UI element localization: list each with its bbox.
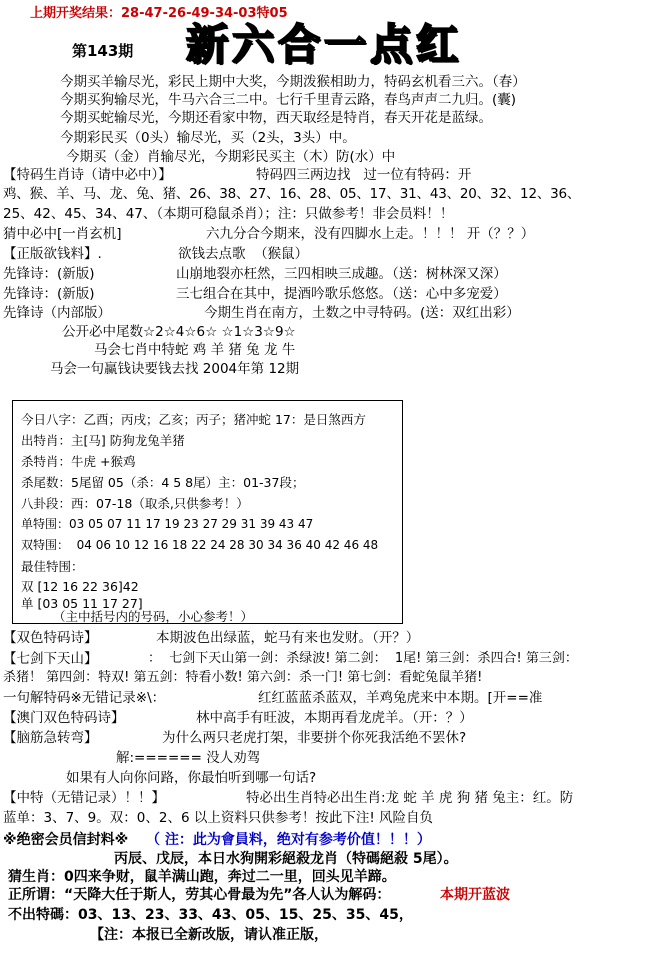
tema-numbers: 25、42、45、34、47、（本期可稳鼠杀肖）；注：只做参考！非会员料！！: [3, 206, 454, 222]
analysis-box: [12, 400, 403, 624]
riddle-question: 为什么两只老虎打架，非要拼个你死我活绝不罢休?: [162, 730, 467, 746]
footer-note: 【注：本报已全新改版，请认准正版，: [90, 927, 328, 943]
section-text: 特必出生肖特必出生肖:龙 蛇 羊 虎 狗 猪 兔主：红。防: [246, 790, 574, 806]
guess-zodiac: 猜生肖：0四来争财，鼠羊满山跑，奔过二一里，回头见羊蹄。: [8, 869, 396, 885]
box-line: 出特肖：主[马] 防狗龙兔羊猪: [21, 433, 185, 448]
section-heading: 【特码生肖诗（请中必中）】: [3, 167, 172, 183]
winning-tip: 马会一句赢钱诀要钱去找 2004年第 12期: [50, 361, 300, 377]
section-heading: 【七剑下天山】: [3, 651, 98, 667]
section-heading: 【双色特码诗】: [3, 630, 98, 646]
box-line: 今日八字：乙酉；丙戌；乙亥；丙子；猪冲蛇 17：是日煞西方: [21, 412, 366, 427]
section-text: 杀猪！ 第四剑：特双! 第五剑：特看小数! 第六剑：杀一门! 第七剑：看蛇兔鼠羊猪!: [3, 670, 483, 685]
section-text: ： 七剑下天山第一剑：杀绿波! 第二剑： 1尾! 第三剑：杀四合! 第三剑：: [148, 651, 578, 666]
logo-char: 一: [324, 20, 367, 69]
logo-char: 合: [278, 20, 321, 69]
riddle-question: 如果有人向你问路，你最怕听到哪一句话?: [66, 770, 317, 786]
box-line: 双 [12 16 22 36]42: [21, 579, 139, 594]
seven-zodiac: 马会七肖中特蛇 鸡 羊 猪 兔 龙 牛: [94, 342, 296, 358]
box-line: 杀特肖：牛虎 +猴鸡: [21, 454, 136, 469]
section-text: 红红蓝蓝杀蓝双，羊鸡兔虎来中本期。[开==准: [258, 690, 543, 706]
section-text: 蓝单：3、7、9。双：0、2、6 以上资料只供参考！按此下注! 风险自负: [3, 810, 434, 826]
tema-hint: 特码四三两边找 过一位有特码：开: [256, 167, 472, 183]
tema-numbers: 鸡、猴、羊、马、龙、兔、猪、26、38、27、16、28、05、17、31、43、20、32、12、36、: [3, 186, 581, 202]
poem-line: 山崩地裂亦枉然，三四相映三成趣。（送：树林深又深）: [176, 266, 507, 282]
section-subtitle: 欲钱去点歌 （猴鼠）: [178, 246, 309, 262]
poem-line: 今期生肖在南方，土数之中寻特码。(送：双红出彩）: [204, 305, 520, 321]
logo-title: [186, 22, 466, 68]
section-heading: 一句解特码※无错记录※\：: [3, 690, 166, 706]
no-show-numbers: 不出特碼：03、13、23、33、43、05、15、25、35、45，: [8, 907, 413, 923]
box-line: 八卦段：西：07-18（取杀,只供参考！）: [21, 496, 249, 511]
section-heading: 【脑筋急转弯】: [3, 730, 98, 746]
section-heading: 【正版欲钱料】.: [3, 246, 102, 262]
box-line: 杀尾数：5尾留 05（杀：4 5 8尾）主：01-37段；: [21, 475, 305, 490]
logo-char: 点: [370, 20, 413, 69]
section-text: 林中高手有旺波，本期再看龙虎羊。（开：？）: [196, 710, 473, 726]
box-line: 单特围：03 05 07 11 17 19 23 27 29 31 39 43 47: [21, 517, 314, 531]
saying: 正所谓：“天降大任于斯人，劳其心骨最为先”各人认为解码：: [8, 887, 391, 903]
logo-char: 六: [232, 20, 275, 69]
wave-color: 本期开蓝波: [440, 887, 510, 903]
tema-guess-label: 猜中必中[一肖玄机]: [3, 226, 122, 242]
riddle-answer: 解:====== 没人劝驾: [116, 750, 261, 766]
member-note: （ 注：此为會員料，绝对有参考价值！！！）: [146, 832, 431, 848]
poem-line: 今期彩民买（0头）输尽光，买（2头，3头）中。: [60, 130, 356, 146]
box-line: 最佳特围：: [21, 559, 84, 574]
logo-char: 新: [186, 20, 229, 69]
kill-note: 丙辰、戊辰，本日水狗開彩絕殺龙肖（特碼絕殺 5尾）。: [114, 851, 458, 867]
box-line: 双特围： 04 06 10 12 16 18 22 24 28 30 34 36 40 42 46 48: [21, 538, 379, 552]
section-text: 本期波色出绿蓝，蛇马有来也发财。（开？）: [156, 630, 420, 646]
section-heading: 【中特（无错记录）！！】: [3, 790, 165, 806]
section-heading: 【澳门双色特码诗】: [3, 710, 125, 726]
logo-char: 红: [416, 20, 459, 69]
poem-label: 先锋诗（内部版）: [3, 305, 111, 321]
tail-numbers: 公开必中尾数☆2☆4☆6☆ ☆1☆3☆9☆: [62, 324, 296, 340]
member-heading: ※绝密会员信封料※: [3, 832, 129, 848]
poem-line: 今期买（金）肖输尽光，今期彩民买主（木）防(水）中: [66, 149, 396, 165]
box-line: 单 [03 05 11 17 27]: [21, 596, 143, 611]
poem-label: 先锋诗：(新版): [3, 266, 95, 282]
poem-label: 先锋诗：(新版): [3, 286, 95, 302]
last-result: 上期开奖结果：28-47-26-49-34-03特05: [30, 6, 288, 21]
issue-number: 第143期: [72, 42, 134, 60]
poem-line: 今期买狗输尽光，牛马六合三二中。七行千里青云路，春鸟声声二九归。(囊): [60, 92, 517, 108]
poem-line: 三七组合在其中，提酒吟歌乐悠悠。（送：心中多宠爱）: [176, 286, 507, 302]
tema-guess-text: 六九分合今期来，没有四脚水上走。！！！ 开（？？）: [206, 226, 535, 242]
poem-line: 今期买蛇输尽光，今期还看家中物，西天取经是特肖，春天开花是蓝绿。: [60, 110, 492, 126]
poem-line: 今期买羊输尽光，彩民上期中大奖，今期泼猴相助力，特码玄机看三六。（春）: [60, 74, 526, 90]
box-line: （主中括号内的号码，小心参考！）: [53, 609, 254, 624]
